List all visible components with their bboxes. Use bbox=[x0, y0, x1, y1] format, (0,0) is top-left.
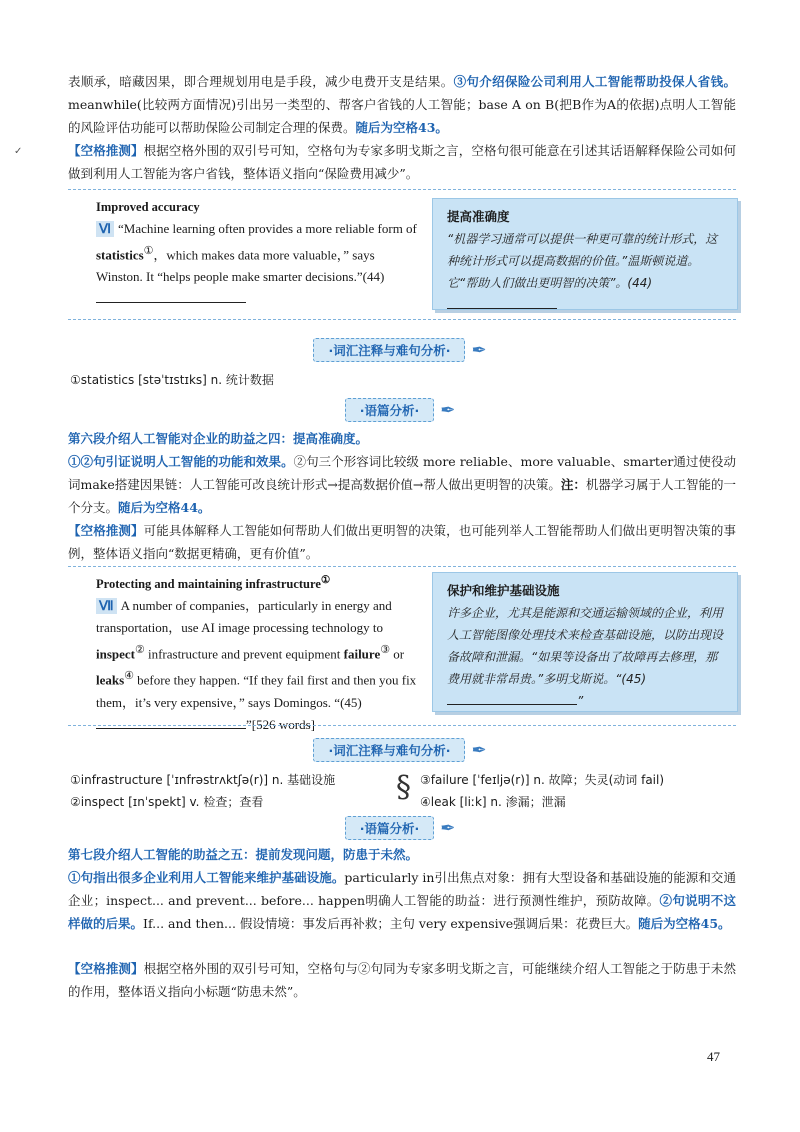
paragraph-number: Ⅵ bbox=[96, 221, 114, 237]
passage-section-7 bbox=[96, 570, 422, 736]
vocab-word: inspect bbox=[96, 646, 135, 662]
text: ②句三个形容词比较级 more reliable、more valuable、smarter通过使役动词make搭建因果链：人工智能可改良统计形式→提高数据价值→帮人做出更明智的决策。 bbox=[68, 454, 736, 492]
quill-icon: ✒ bbox=[440, 400, 456, 421]
quill-icon: ✒ bbox=[471, 740, 487, 761]
highlight-text: 随后为空格45。 bbox=[638, 916, 731, 931]
translation-title: 提高准确度 bbox=[447, 209, 510, 224]
translation-text: 许多企业，尤其是能源和交通运输领域的企业，利用人工智能图像处理技术来检查基础设施，以防出现设备故障和泄漏。“如果等设备出了故障再去修理，那费用就非常昂贵。”多明戈斯说。“(45) bbox=[447, 606, 724, 686]
infer-tag: 【空格推测】 bbox=[68, 961, 144, 976]
footnote-mark: ③ bbox=[380, 644, 390, 657]
text: 机器学习属于人工智能的一个分支。 bbox=[68, 477, 736, 515]
analysis-title: 第七段介绍人工智能的助益之五：提前发现问题，防患于未然。 bbox=[68, 847, 419, 862]
vocab-entry: ④leak [liːk] n. 渗漏；泄漏 bbox=[420, 795, 566, 809]
analysis-title: 第六段介绍人工智能对企业的助益之四：提高准确度。 bbox=[68, 431, 369, 446]
vocab-entry: ②inspect [ɪnˈspekt] v. 检查；查看 bbox=[70, 795, 264, 809]
page-number: 47 bbox=[707, 1049, 720, 1064]
text: infrastructure and prevent equipment bbox=[144, 646, 344, 662]
banner-label: ·词汇注释与难句分析· bbox=[313, 338, 465, 362]
infer-tag: 【空格推测】 bbox=[68, 143, 144, 158]
vocab-entry: ①infrastructure [ˈɪnfrəstrʌktʃə(r)] n. 基础设施 bbox=[70, 773, 336, 787]
vocab-banner bbox=[290, 738, 510, 762]
passage-text bbox=[96, 218, 422, 310]
footnote-mark: ④ bbox=[124, 670, 134, 683]
passage-section-6 bbox=[96, 196, 422, 310]
text: 根据空格外围的双引号可知，空格句为专家多明戈斯之言，空格句很可能意在引述其话语解释保险公司如何做到利用人工智能为客户省钱，整体语义指向“保险费用减少”。 bbox=[68, 143, 736, 181]
quill-icon: ✒ bbox=[471, 340, 487, 361]
text: 表顺承，暗藏因果，即合理规划用电是手段，减少电费开支是结果。 bbox=[68, 74, 454, 89]
passage-text bbox=[96, 595, 422, 736]
vocab-word: statistics bbox=[96, 247, 144, 263]
vocab-word: failure bbox=[343, 646, 381, 662]
text: ，which makes data more valuable，” says Winston. It “helps people make smarter decisions.”(44) bbox=[96, 247, 385, 285]
divider bbox=[68, 189, 736, 190]
divider bbox=[68, 725, 736, 726]
translation-title: 保护和维护基础设施 bbox=[447, 583, 560, 598]
paragraph-infer-44 bbox=[68, 519, 736, 565]
highlight-text: ③句介绍保险公司利用人工智能帮 bbox=[453, 74, 647, 89]
translation-text: “机器学习通常可以提供一种更可靠的统计形式，这种统计形式可以提高数据的价值。”温斯顿说道。它“帮助人们做出更明智的决策”。(44) bbox=[447, 232, 718, 290]
divider bbox=[68, 566, 736, 567]
text: If... and then... 假设情境：事发后再补救；主句 very expensive强调后果：花费巨大。 bbox=[143, 916, 639, 931]
footnote-mark: ① bbox=[320, 575, 331, 586]
quill-icon: ✒ bbox=[440, 818, 456, 839]
section-title: Improved accuracy bbox=[96, 200, 200, 214]
analysis-banner bbox=[290, 816, 510, 840]
section-title bbox=[96, 570, 422, 595]
highlight-text: ①句指出很多企业利用人工智能来维护基础设施。 bbox=[68, 870, 345, 885]
translation-box-7 bbox=[432, 572, 738, 712]
analysis-paragraph-6 bbox=[68, 427, 736, 519]
paragraph-top-analysis bbox=[68, 70, 736, 139]
vocab-entry: ③failure [ˈfeɪljə(r)] n. 故障；失灵(动词 fail) bbox=[420, 773, 665, 787]
footnote-mark: ① bbox=[143, 245, 154, 257]
highlight-text: 助投保人省钱。 bbox=[646, 74, 736, 89]
text: 可能具体解释人工智能如何帮助人们做出更明智的决策，也可能列举人工智能帮助人们做出更明智决策的事例，整体语义指向“数据更精确，更有价值”。 bbox=[68, 523, 736, 561]
divider-brace: § bbox=[396, 770, 411, 805]
paragraph-infer-45 bbox=[68, 957, 736, 1003]
translation-blank-45 bbox=[447, 704, 577, 705]
text: “Machine learning often provides a more reliable form of bbox=[118, 221, 417, 236]
translation-box-6 bbox=[432, 198, 738, 310]
footnote-mark: ② bbox=[135, 644, 145, 657]
translation-blank-44 bbox=[447, 308, 557, 309]
highlight-text: 随后为空格44。 bbox=[118, 500, 211, 515]
paragraph-infer-43 bbox=[68, 139, 736, 185]
note-label: 注： bbox=[560, 477, 586, 492]
analysis-banner bbox=[290, 398, 510, 422]
infer-tag: 【空格推测】 bbox=[68, 523, 144, 538]
vocab-banner bbox=[290, 338, 510, 362]
text: Protecting and maintaining infrastructure bbox=[96, 577, 321, 592]
answer-blank-44[interactable] bbox=[96, 302, 246, 303]
banner-label: ·词汇注释与难句分析· bbox=[313, 738, 465, 762]
vocab-entry: ①statistics [stəˈtɪstɪks] n. 统计数据 bbox=[70, 373, 274, 387]
text: meanwhile(比较两方面情况)引出另一类型的、帮客户省钱的人工智能；base A on B(把 bbox=[68, 97, 573, 112]
text: 根据空格外围的双引号可知，空格句与②句同为专家多明戈斯之言，可能继续介绍人工智能之于防患于未然的作用，整体语义指向小标题“防患未然”。 bbox=[68, 961, 736, 999]
paragraph-number: Ⅶ bbox=[96, 598, 117, 614]
text: B作为A的依据)点明人工智能的风险评估功能可以帮助保险公司制定合理的保费。 bbox=[68, 97, 736, 135]
divider bbox=[68, 319, 736, 320]
banner-label: ·语篇分析· bbox=[345, 398, 435, 422]
text: ” bbox=[577, 694, 584, 708]
word-count: ”[526 words] bbox=[246, 716, 315, 732]
answer-blank-45[interactable] bbox=[96, 728, 246, 729]
vocab-word: leaks bbox=[96, 672, 125, 688]
text: particularly in引出焦点对象：拥有大型设备和基础设施的能源和交通企业；inspect... and prevent... before... happen明确人工智能的助益：进行预测性维护，预防故障。 bbox=[68, 870, 736, 908]
text: A number of companies，particularly in energy and transportation，use AI image processing technology to bbox=[96, 598, 392, 636]
banner-label: ·语篇分析· bbox=[345, 816, 435, 840]
margin-mark: ✓ bbox=[14, 146, 23, 157]
highlight-text: ②句说明不这样做的后果。 bbox=[68, 893, 736, 931]
analysis-paragraph-7 bbox=[68, 843, 736, 935]
text: before they happen. “If they fail first and then you fix them，it’s very expensive，” says Domingos. “(45) bbox=[96, 672, 417, 710]
text: or bbox=[389, 646, 405, 662]
highlight-text: ①②句引证说明人工智能的功能和效果。 bbox=[68, 454, 294, 469]
highlight-text: 随后为空格43。 bbox=[355, 120, 448, 135]
